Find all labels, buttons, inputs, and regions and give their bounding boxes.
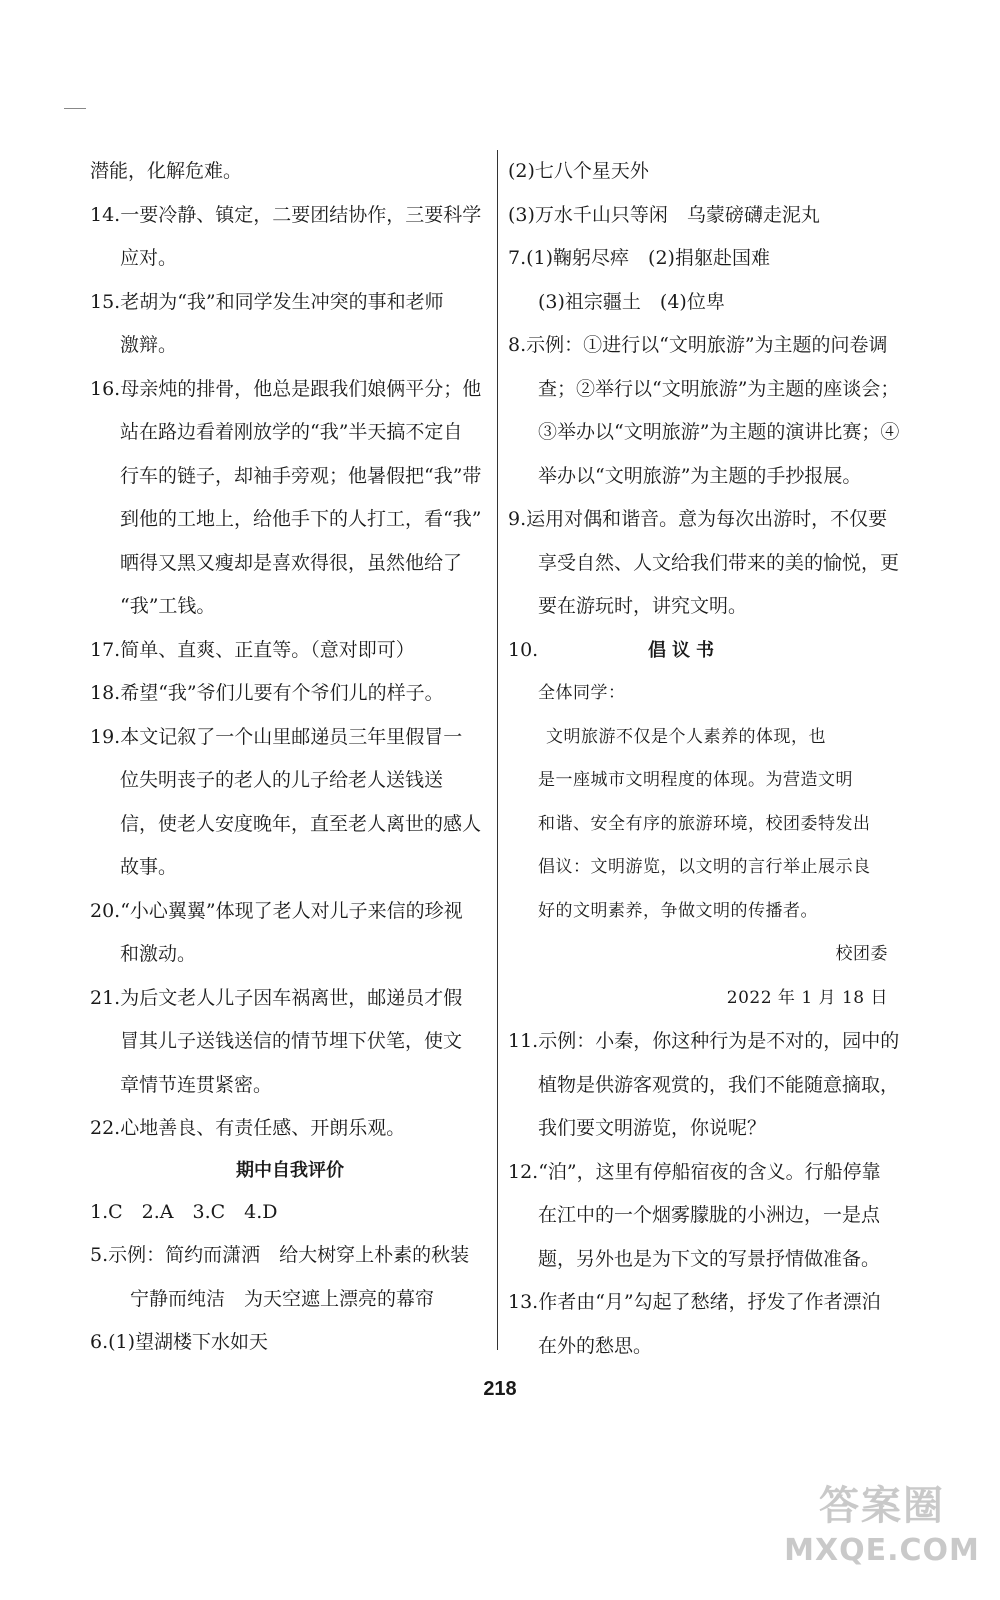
answer-line: 5.示例：简约而潇洒 给大树穿上朴素的秋装 (90, 1244, 470, 1266)
answer-line: 9.运用对偶和谐音。意为每次出游时，不仅要 (508, 508, 888, 530)
answer-line: 冒其儿子送钱送信的情节埋下伏笔，使文 (120, 1030, 463, 1052)
watermark-site: MXQE.COM (784, 1533, 980, 1568)
answer-line: “我”工钱。 (120, 595, 216, 617)
answer-line: 15.老胡为“我”和同学发生冲突的事和老师 (90, 290, 444, 313)
answer-line: 19.本文记叙了一个山里邮递员三年里假冒一 (90, 725, 463, 748)
answer-line: 我们要文明游览，你说呢？ (538, 1117, 767, 1139)
answer-line: 7.(1)鞠躬尽瘁 (2)捐躯赴国难 (508, 247, 770, 269)
answer-line: 1.C 2.A 3.C 4.D (90, 1200, 278, 1223)
answer-line: 查；②举行以“文明旅游”为主题的座谈会； (538, 377, 900, 400)
answer-line: 位失明丧子的老人的儿子给老人送钱送 (120, 769, 444, 791)
proposal-heading (508, 629, 908, 673)
answer-line: 11.示例：小秦，你这种行为是不对的，园中的 (508, 1030, 900, 1052)
answer-line: 站在路边看着刚放学的“我”半天搞不定自 (120, 421, 463, 443)
answer-line: 12.“泊”，这里有停船宿夜的含义。行船停靠 (508, 1160, 881, 1183)
proposal-title: 倡议书 (648, 639, 720, 661)
answer-line: 16.母亲炖的排骨，他总是跟我们娘俩平分；他 (90, 377, 482, 400)
watermark-logo: 答案圈 (819, 1483, 945, 1529)
answer-line: 举办以“文明旅游”为主题的手抄报展。 (538, 464, 862, 487)
answer-line: 享受自然、人文给我们带来的美的愉悦，更 (538, 551, 900, 574)
answer-line: 8.示例：①进行以“文明旅游”为主题的问卷调 (508, 334, 888, 356)
answer-line: 22.心地善良、有责任感、开朗乐观。 (90, 1117, 406, 1139)
answer-line: (2)七八个星天外 (508, 160, 649, 182)
answer-line: 17.简单、直爽、正直等。（意对即可） (90, 638, 415, 661)
answer-line: (3)万水千山只等闲 乌蒙磅礴走泥丸 (508, 203, 820, 226)
answer-line: (3)祖宗疆土 (4)位卑 (538, 290, 725, 313)
page-number: 218 (483, 1378, 517, 1400)
section-title: 期中自我评价 (236, 1159, 344, 1181)
letter-body-line: 文明旅游不仅是个人素养的体现，也 (546, 726, 826, 747)
letter-body-line: 是一座城市文明程度的体现。为营造文明 (538, 770, 853, 790)
answer-line: 14.一要冷静、镇定，二要团结协作，三要科学 (90, 203, 482, 226)
answer-line: 题，另外也是为下文的写景抒情做准备。 (538, 1247, 881, 1270)
column-divider (497, 150, 498, 1350)
letter-date: 2022 年 1 月 18 日 (726, 987, 888, 1008)
answer-line: 在江中的一个烟雾朦胧的小洲边，一是点 (538, 1204, 881, 1226)
letter-body-line: 和谐、安全有序的旅游环境，校团委特发出 (538, 813, 871, 834)
answer-line: 植物是供游客观赏的，我们不能随意摘取， (538, 1073, 900, 1096)
answer-line: ③举办以“文明旅游”为主题的演讲比赛；④ (538, 421, 900, 443)
answer-line: 晒得又黑又瘦却是喜欢得很，虽然他给了 (120, 551, 463, 574)
answer-line: 激辩。 (120, 334, 178, 356)
answer-line: 信，使老人安度晚年，直至老人离世的感人 (120, 812, 482, 835)
answer-line: 潜能，化解危难。 (90, 160, 243, 182)
answer-line: 故事。 (120, 856, 178, 878)
answer-line: 和激动。 (120, 943, 197, 965)
top-rule-mark (64, 108, 86, 109)
answer-line: 21.为后文老人儿子因车祸离世，邮递员才假 (90, 986, 463, 1009)
answer-line: 章情节连贯紧密。 (120, 1073, 273, 1096)
answer-line: 13.作者由“月”勾起了愁绪，抒发了作者漂泊 (508, 1291, 881, 1313)
right-column (508, 150, 908, 1368)
answer-line: 行车的链子，却袖手旁观；他暑假把“我”带 (120, 464, 482, 487)
answer-line: 在外的愁思。 (538, 1334, 653, 1357)
answer-line: 18.希望“我”爷们儿要有个爷们儿的样子。 (90, 682, 444, 704)
answer-line: 要在游玩时，讲究文明。 (538, 595, 748, 617)
question-number: 10. (508, 638, 539, 661)
answer-line: 20.“小心翼翼”体现了老人对儿子来信的珍视 (90, 899, 463, 922)
left-column (90, 150, 490, 1365)
answer-line: 应对。 (120, 247, 178, 269)
answer-line: 宁静而纯洁 为天空遮上漂亮的幕帘 (130, 1287, 435, 1310)
letter-body-line: 好的文明素养，争做文明的传播者。 (538, 900, 818, 921)
answer-line: 到他的工地上，给他手下的人打工，看“我” (120, 508, 482, 530)
letter-body-line: 倡议：文明游览，以文明的言行举止展示良 (538, 857, 871, 877)
watermark (782, 1480, 982, 1590)
letter-salutation: 全体同学： (538, 683, 626, 703)
answer-line: 6.(1)望湖楼下水如天 (90, 1331, 269, 1353)
letter-signature: 校团委 (835, 944, 888, 964)
